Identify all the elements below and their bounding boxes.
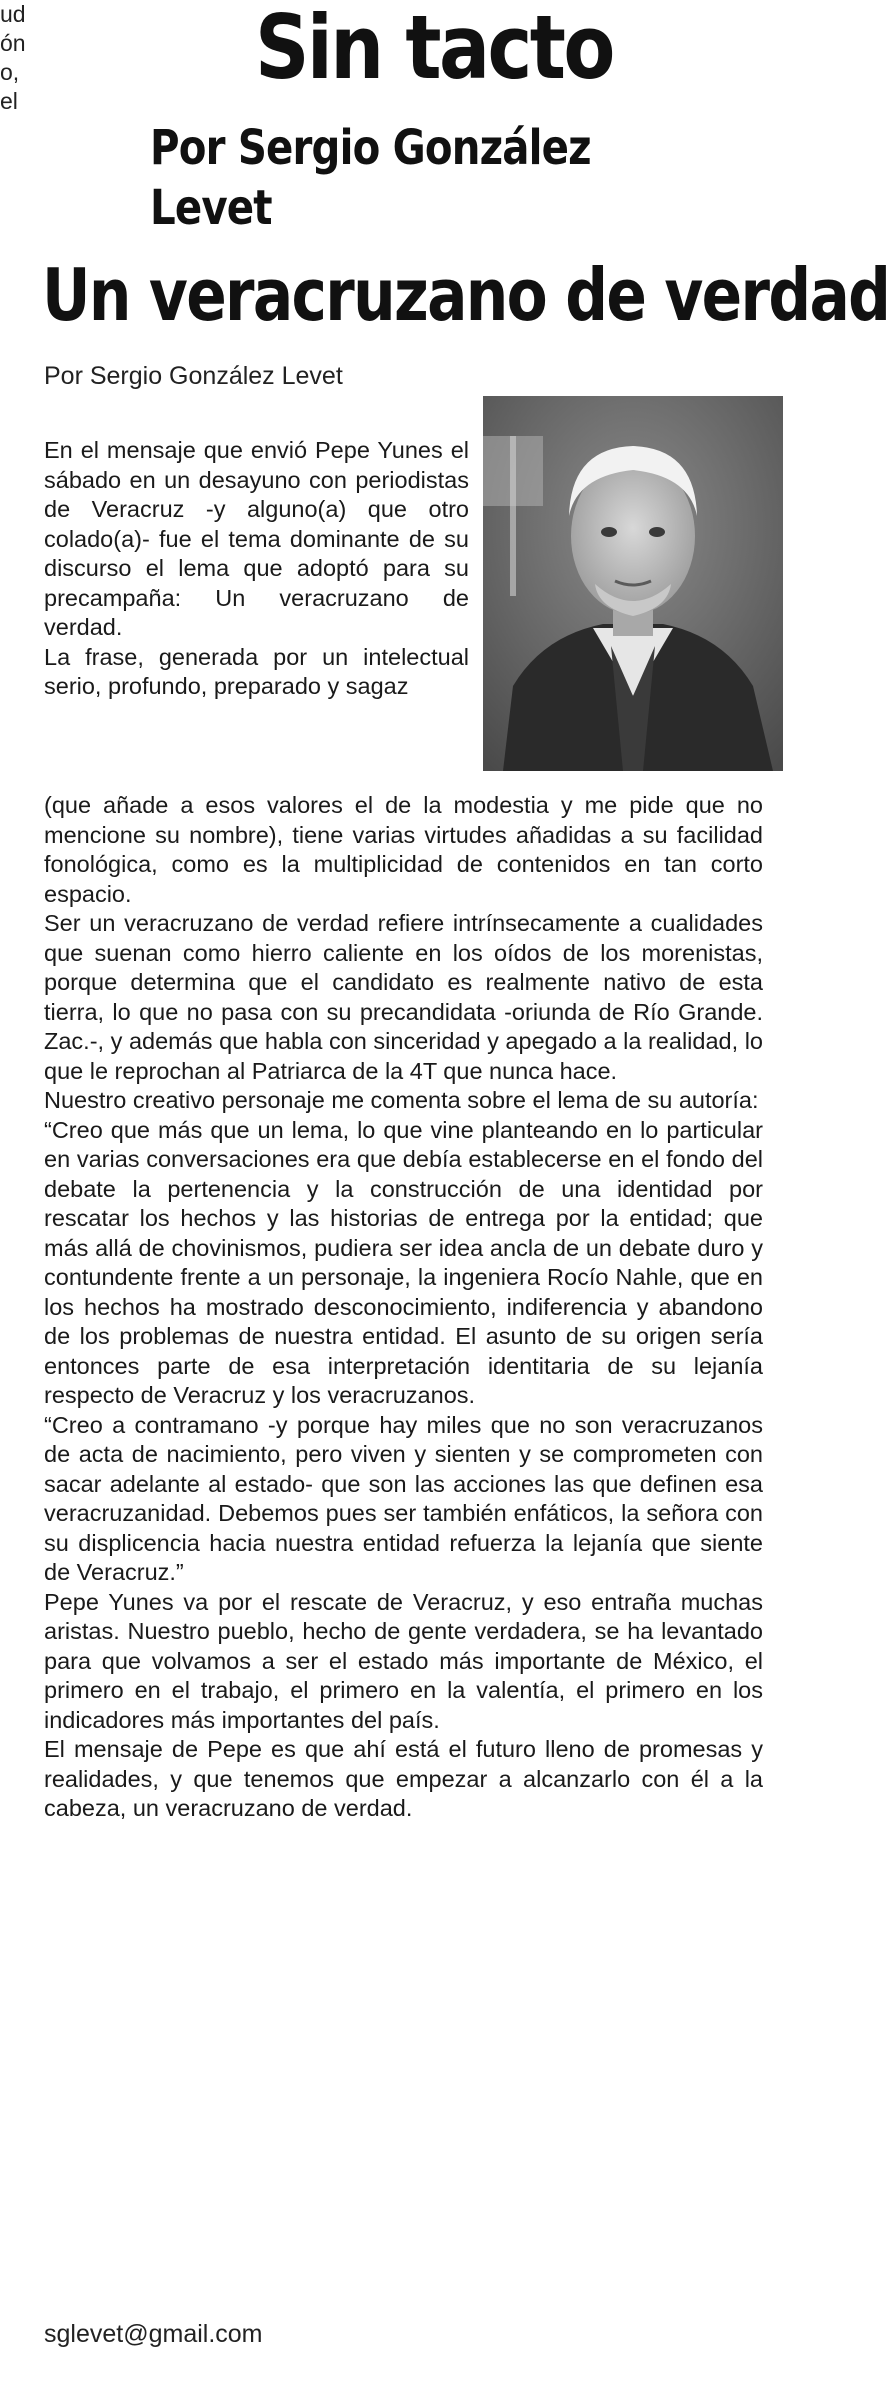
author-photo	[483, 396, 783, 771]
paragraph: El mensaje de Pepe es que ahí está el futuro lleno de promesas y realidades, y que tenemos que empezar a alcanzarlo con él a la cabeza, un veracruzano de verdad.	[44, 1736, 763, 1821]
quote-paragraph: “Creo que más que un lema, lo que vine planteando en lo particular en varias conversaciones era que debía establecerse en el fondo del debate la pertenencia y la construcción de una identidad por rescatar los hechos y las historias de entrega por la entidad; que más allá de chovinismos, pudiera ser idea ancla de un debate duro y contundente frente a un personaje, la ingeniera Rocío Nahle, que en los hechos ha mostrado desconocimiento, indiferencia y abandono de los problemas de nuestra entidad. El asunto de su origen sería entonces parte de esa interpretación identitaria de su lejanía respecto de Veracruz y los veracruzanos.	[44, 1116, 763, 1408]
article-body-beside-photo	[44, 436, 469, 702]
author-portrait-icon	[483, 396, 783, 771]
column-title: Sin tacto	[255, 0, 613, 99]
article-headline: Un veracruzano de verdad	[42, 253, 889, 337]
quote-paragraph: “Creo a contramano -y porque hay miles que no son veracruzanos de acta de nacimiento, pero viven y sienten y se comprometen con sacar adelante al estado- que son las acciones las que definen esa veracruzanidad. Debemos pues ser también enfáticos, la señora con su displicencia hacia nuestra entidad refuerza la lejanía que siente de Veracruz.”	[44, 1411, 763, 1585]
fragment-line: el	[0, 88, 18, 114]
article-byline: Por Sergio González Levet	[44, 362, 343, 390]
paragraph-continuation: (que añade a esos valores el de la modestia y me pide que no mencione su nombre), tiene varias virtudes añadidas a su facilidad fonológica, como es la multiplicidad de contenidos en tan corto espacio.	[44, 792, 763, 907]
paragraph: Pepe Yunes va por el rescate de Veracruz, y eso entraña muchas aristas. Nuestro pueblo, hecho de gente verdadera, se ha levantado para que volvamos a ser el estado más importante de México, el primero en el trabajo, el primero en la valentía, el primero en los indicadores más importantes del país.	[44, 1588, 763, 1733]
paragraph: Nuestro creativo personaje me comenta sobre el lema de su autoría:	[44, 1087, 759, 1113]
paragraph: Ser un veracruzano de verdad refiere intrínsecamente a cualidades que suenan como hierro caliente en los oídos de los morenistas, porque determina que el candidato es realmente nativo de esta tierra, lo que no pasa con su precandidata -oriunda de Río Grande. Zac.-, y además que habla con sinceridad y apegado a la realidad, lo que le reprochan al Patriarca de la 4T que nunca hace.	[44, 910, 763, 1084]
fragment-line: o,	[0, 59, 20, 85]
column-byline: Por Sergio González Levet	[150, 120, 591, 236]
fragment-line: ud	[0, 1, 26, 27]
column-header	[0, 0, 800, 236]
fragment-line: ón	[0, 30, 26, 56]
paragraph-start: La frase, generada por un intelectual serio, profundo, preparado y sagaz	[44, 643, 469, 699]
article-body	[44, 791, 763, 1824]
paragraph: En el mensaje que envió Pepe Yunes el sábado en un desayuno con periodistas de Veracruz -y alguno(a) que otro colado(a)- fue el tema dominante de su discurso el lema que adoptó para su precampaña: Un veracruzano de verdad.	[44, 437, 469, 640]
author-email: sglevet@gmail.com	[44, 2320, 263, 2348]
